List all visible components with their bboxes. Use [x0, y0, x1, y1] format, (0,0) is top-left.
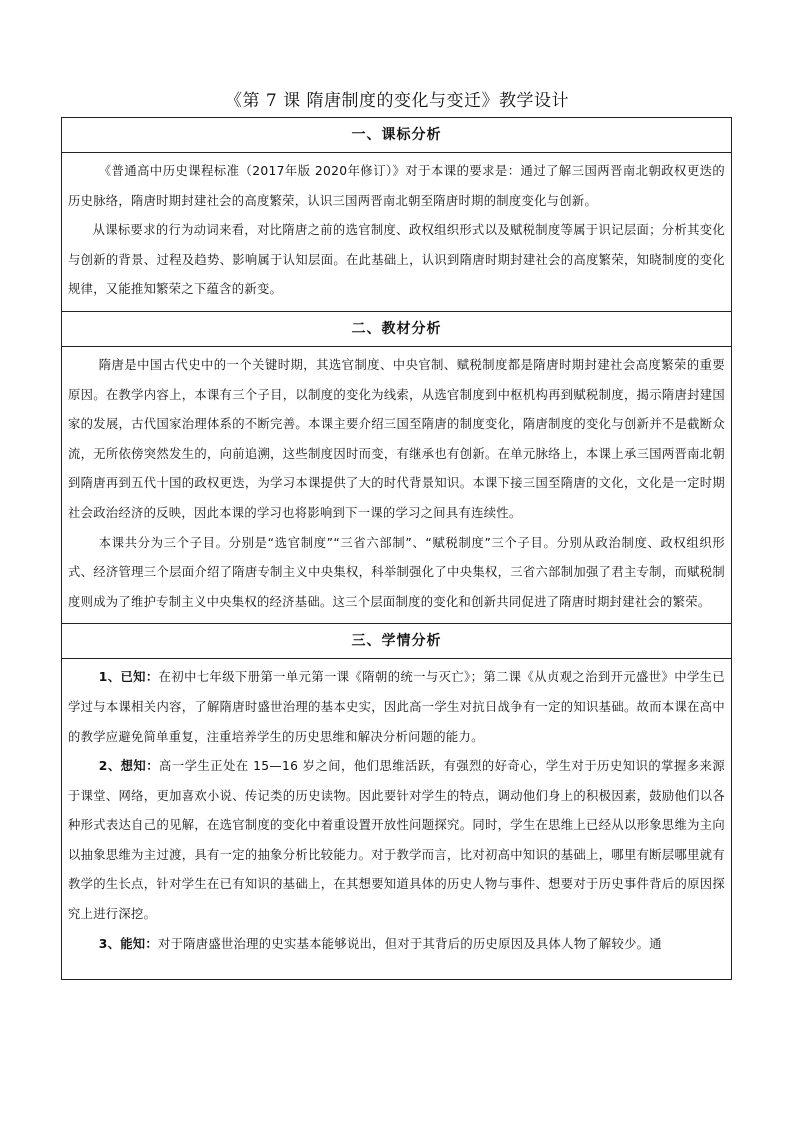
paragraph: 本课共分为三个子目。分别是“选官制度”“三省六部制”、“赋税制度”三个子目。分别从政治制度、政权组织形式、经济管理三个层面介绍了隋唐专制主义中央集权，科举制强化了中央集权，三省六部制加强了君主专制，而赋税制度则成为了维护专制主义中央集权的经济基础。这三个层面制度的变化和创新共同促进了隋唐时期封建社会的繁荣。	[68, 535, 725, 609]
paragraph: 《普通高中历史课程标准（2017年版 2020年修订）》对于本课的要求是：通过了解三国两晋南北朝政权更迭的历史脉络，隋唐时期封建社会的高度繁荣，认识三国两晋南北朝至隋唐时期的制度变化与创新。	[68, 164, 725, 208]
list-item	[68, 663, 725, 752]
item-text: 高一学生正处在 15—16 岁之间，他们思维活跃，有强烈的好奇心，学生对于历史知识的掌握多来源于课堂、网络，更加喜欢小说、传记类的历史读物。因此要针对学生的特点，调动他们身上的积极因素，鼓励他们以各种形式表达自己的见解，在选官制度的变化中着重设置开放性问题探究。同时，学生在思维上已经从以形象思维为主向以抽象思维为主过渡，具有一定的抽象分析比较能力。对于教学而言，比对初高中知识的基础上，哪里有断层哪里就有教学的生长点，针对学生在已有知识的基础上，在其想要知道具体的历史人物与事件、想要对于历史事件背后的原因探究上进行深挖。	[68, 759, 725, 922]
item-label: 1、已知：	[98, 670, 159, 685]
section-heading-curriculum: 一、课标分析	[62, 118, 731, 153]
lesson-design-table	[61, 117, 732, 980]
item-text: 在初中七年级下册第一单元第一课《隋朝的统一与灭亡》；第二课《从贞观之治到开元盛世》中学生已学过与本课相关内容，了解隋唐时盛世治理的基本史实，因此高一学生对抗日战争有一定的知识基础。故而本课在高中的教学应避免简单重复，注重培养学生的历史思维和解决分析问题的能力。	[68, 670, 725, 744]
paragraph: 从课标要求的行为动词来看，对比隋唐之前的选官制度、政权组织形式以及赋税制度等属于识记层面；分析其变化与创新的背景、过程及趋势、影响属于认知层面。在此基础上，认识到隋唐时期封建社会的高度繁荣，知晓制度的变化规律，又能推知繁荣之下蕴含的新变。	[68, 223, 725, 297]
item-label: 2、想知：	[98, 759, 160, 774]
section-heading-learner: 三、学情分析	[62, 624, 731, 659]
section-body-learner	[62, 659, 731, 979]
document-title: 《第 7 课 隋唐制度的变化与变迁》教学设计	[224, 91, 570, 111]
section-body-curriculum	[62, 153, 731, 312]
list-item	[68, 752, 725, 930]
item-text: 对于隋唐盛世治理的史实基本能够说出，但对于其背后的历史原因及具体人物了解较少。通	[158, 936, 662, 951]
section-body-textbook	[62, 347, 731, 624]
paragraph: 隋唐是中国古代史中的一个关键时期，其选官制度、中央官制、赋税制度都是隋唐时期封建社会高度繁荣的重要原因。在教学内容上，本课有三个子目，以制度的变化为线索，从选官制度到中枢机构再到赋税制度，揭示隋唐封建国家的发展，古代国家治理体系的不断完善。本课主要介绍三国至隋唐的制度变化，隋唐制度的变化与创新并不是截断众流，无所依傍突然发生的，向前追溯，这些制度因时而变，有继承也有创新。在单元脉络上，本课上承三国两晋南北朝到隋唐再到五代十国的政权更迭，为学习本课提供了大的时代背景知识。本课下接三国至隋唐的文化，文化是一定时期社会政治经济的反映，因此本课的学习也将影响到下一课的学习之间具有连续性。	[68, 357, 725, 520]
list-item	[68, 930, 725, 960]
section-heading-textbook: 二、教材分析	[62, 312, 731, 347]
item-label: 3、能知：	[98, 936, 158, 951]
